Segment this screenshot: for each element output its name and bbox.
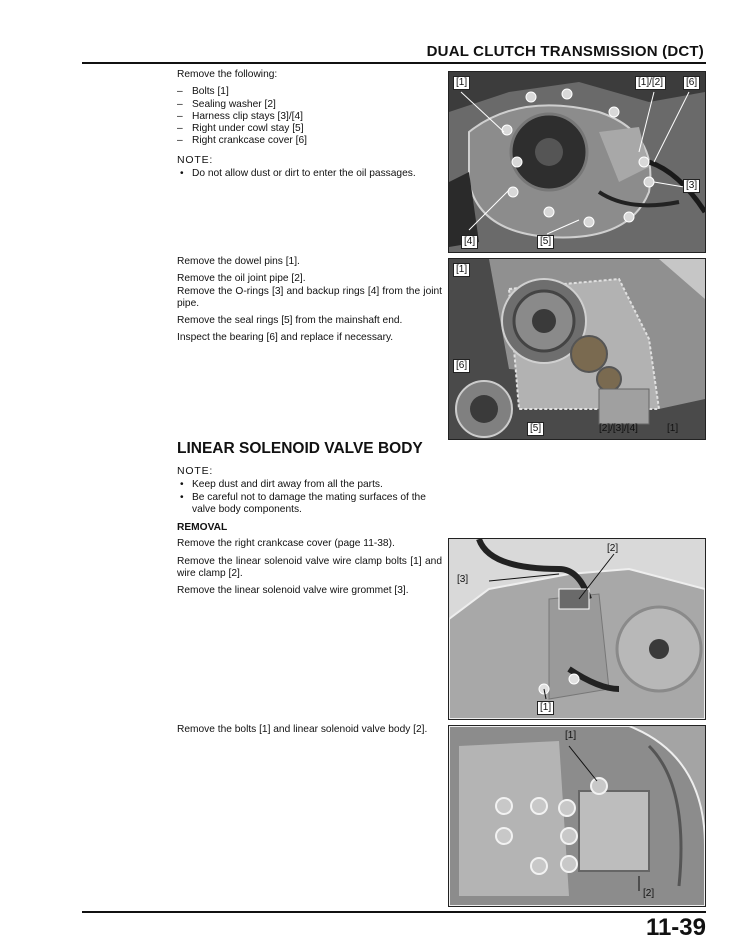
- section-heading: LINEAR SOLENOID VALVE BODY: [177, 440, 423, 457]
- crankcase-cover-photo: [448, 538, 706, 720]
- note-item: • Do not allow dust or dirt to enter the oil passages.: [177, 168, 442, 180]
- paragraph: Remove the right crankcase cover (page 11-38).: [177, 538, 395, 550]
- section-text: [177, 463, 442, 603]
- step1-note-list: [177, 168, 442, 180]
- callout-label: [1]/[2]: [635, 76, 666, 90]
- callout-label: [1]: [667, 423, 679, 434]
- valve-body-photo: [448, 725, 706, 907]
- list-item: – Harness clip stays [3]/[4]: [177, 111, 442, 123]
- footer-rule: [82, 911, 706, 913]
- list-item: – Right under cowl stay [5]: [177, 123, 442, 135]
- note-label: NOTE:: [177, 465, 214, 477]
- section-note-list: [177, 479, 442, 516]
- note-item: • Keep dust and dirt away from all the parts.: [177, 479, 442, 491]
- paragraph: Remove the bolts [1] and linear solenoid valve body [2].: [177, 724, 428, 735]
- engine-cover-photo: [448, 71, 706, 253]
- note-label: NOTE:: [177, 153, 214, 166]
- callout-label: [3]: [683, 179, 700, 193]
- note-item: • Be careful not to damage the mating surfaces of the valve body components.: [177, 492, 442, 517]
- callout-label: [2]/[3]/[4]: [599, 423, 638, 434]
- header-rule: [82, 62, 706, 64]
- callout-label: [5]: [537, 235, 554, 249]
- callout-label: [1]: [453, 76, 470, 90]
- paragraph: Remove the seal rings [5] from the mainshaft end.: [177, 315, 403, 327]
- page-number: 11-39: [645, 914, 706, 941]
- step1-list: [177, 86, 442, 147]
- clutch-assembly-photo: [448, 258, 706, 440]
- step1-text: [177, 69, 442, 186]
- list-item: – Right crankcase cover [6]: [177, 135, 442, 147]
- list-item: – Bolts [1]: [177, 86, 442, 98]
- callout-label: [3]: [457, 574, 469, 585]
- removal-heading: REMOVAL: [177, 522, 228, 534]
- callout-label: [1]: [565, 730, 577, 741]
- final-step-text: [177, 724, 442, 741]
- step1-intro: Remove the following:: [177, 69, 278, 80]
- step2-text: [177, 256, 442, 350]
- callout-label: [1]: [537, 701, 554, 715]
- callout-label: [2]: [607, 543, 619, 554]
- callout-label: [4]: [461, 235, 478, 249]
- paragraph: Remove the linear solenoid valve wire grommet [3].: [177, 585, 409, 597]
- callout-label: [1]: [453, 263, 470, 277]
- paragraph: Remove the linear solenoid valve wire clamp bolts [1] and wire clamp [2].: [177, 555, 442, 580]
- list-item: – Sealing washer [2]: [177, 99, 442, 111]
- paragraph: Inspect the bearing [6] and replace if necessary.: [177, 332, 394, 344]
- callout-label: [2]: [643, 888, 655, 899]
- callout-label: [5]: [527, 422, 544, 436]
- callout-label: [6]: [453, 359, 470, 373]
- paragraph: Remove the oil joint pipe [2].: [177, 273, 306, 285]
- page-header-title: DUAL CLUTCH TRANSMISSION (DCT): [426, 43, 704, 60]
- paragraph: Remove the dowel pins [1].: [177, 256, 300, 267]
- callout-label: [6]: [683, 76, 700, 90]
- paragraph: Remove the O-rings [3] and backup rings [4] from the joint pipe.: [177, 285, 442, 309]
